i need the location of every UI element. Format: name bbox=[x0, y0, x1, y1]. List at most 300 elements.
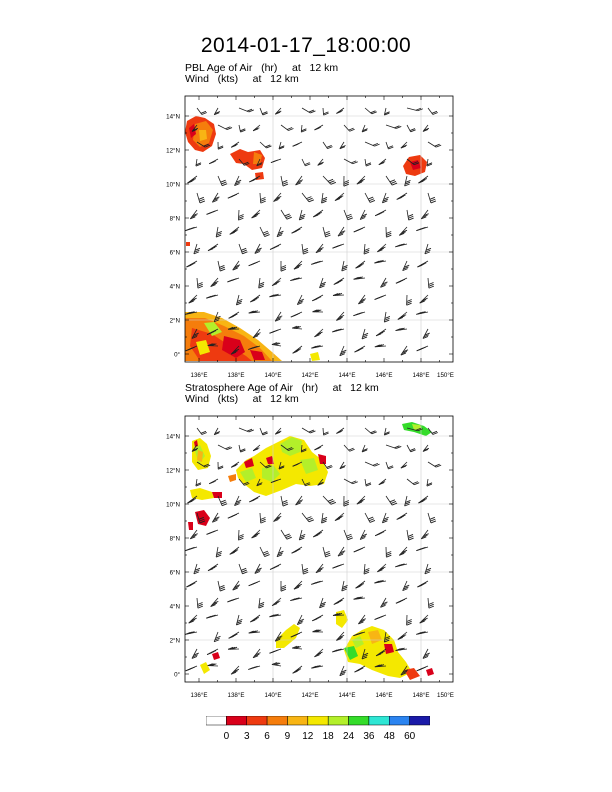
wind-barb bbox=[364, 564, 369, 574]
wind-barb bbox=[386, 125, 401, 128]
wind-barb bbox=[218, 462, 223, 469]
wind-barb bbox=[296, 176, 303, 185]
colorbar-label: 12 bbox=[302, 731, 314, 742]
wind-barb bbox=[290, 278, 302, 281]
wind-barb bbox=[214, 428, 220, 435]
wind-barb bbox=[334, 278, 344, 285]
wind-barb bbox=[416, 547, 428, 551]
wind-barb bbox=[271, 159, 281, 163]
wind-barb bbox=[209, 159, 218, 164]
lon-label: 150°E bbox=[437, 372, 454, 379]
wind-barb bbox=[396, 328, 407, 331]
wind-barb bbox=[208, 664, 218, 666]
wind-barb bbox=[209, 479, 218, 484]
panel1-field-title: PBL Age of Air (hr) at 12 km bbox=[185, 62, 339, 74]
wind-barb bbox=[425, 244, 431, 254]
colorbar-swatch bbox=[247, 716, 267, 725]
wind-barb bbox=[312, 295, 323, 301]
wind-barb bbox=[423, 125, 429, 131]
wind-barb bbox=[354, 227, 365, 232]
wind-barb bbox=[294, 581, 302, 589]
wind-barb bbox=[291, 312, 302, 317]
wind-barb bbox=[336, 312, 344, 320]
wind-barb bbox=[362, 125, 368, 132]
wind-barb bbox=[365, 193, 375, 202]
lat-label: 0° bbox=[174, 671, 180, 679]
lat-label: 12°N bbox=[166, 467, 180, 475]
wind-barb bbox=[302, 159, 310, 166]
wind-barb bbox=[312, 615, 323, 621]
wind-barb bbox=[239, 125, 245, 132]
wind-barb bbox=[269, 614, 281, 617]
wind-barb bbox=[428, 278, 434, 288]
wind-barb bbox=[231, 666, 239, 674]
wind-barb bbox=[395, 244, 407, 247]
wind-barb bbox=[260, 513, 266, 523]
wind-barb bbox=[299, 210, 305, 220]
wind-barb bbox=[313, 530, 323, 537]
wind-barb bbox=[275, 108, 281, 114]
wind-barb bbox=[189, 295, 197, 303]
wind-barb bbox=[354, 346, 365, 352]
wind-barb bbox=[229, 632, 239, 638]
wind-barb bbox=[395, 564, 407, 567]
wind-barb bbox=[260, 108, 268, 115]
wind-barb bbox=[332, 329, 344, 332]
wind-barb bbox=[314, 649, 323, 657]
wind-barb bbox=[293, 666, 302, 673]
colorbar-label: 3 bbox=[243, 731, 250, 742]
wind-barb bbox=[332, 564, 344, 568]
wind-barb bbox=[365, 513, 375, 522]
wind-barb bbox=[428, 108, 438, 115]
wind-barb bbox=[296, 496, 303, 505]
wind-barb bbox=[197, 598, 203, 608]
lat-label: 4°N bbox=[169, 283, 180, 291]
wind-barb bbox=[340, 346, 347, 356]
lat-label: 10°N bbox=[166, 501, 180, 509]
wind-barb bbox=[212, 193, 219, 202]
wind-barb bbox=[344, 496, 349, 506]
wind-barb bbox=[279, 142, 284, 149]
lat-label: 14°N bbox=[166, 433, 180, 441]
wind-barb bbox=[299, 530, 305, 540]
wind-barb bbox=[379, 479, 386, 485]
main-title: 2014-01-17_18:00:00 bbox=[200, 34, 412, 57]
wind-barb bbox=[338, 547, 345, 556]
wind-barb bbox=[318, 159, 324, 165]
colorbar-label: 9 bbox=[284, 731, 291, 742]
wind-barb bbox=[397, 513, 407, 519]
lon-label: 146°E bbox=[375, 372, 393, 379]
wind-barb bbox=[377, 564, 386, 572]
colorbar-label: 60 bbox=[404, 731, 416, 742]
wind-barb bbox=[185, 632, 197, 635]
lat-label: 4°N bbox=[169, 603, 180, 611]
lon-label: 140°E bbox=[264, 692, 282, 699]
wind-barb bbox=[185, 547, 197, 551]
wind-barb bbox=[382, 193, 388, 203]
wind-barb bbox=[260, 193, 266, 203]
wind-barb bbox=[322, 193, 328, 203]
wind-barb bbox=[302, 513, 314, 522]
wind-barb bbox=[311, 261, 323, 264]
colorbar-labels bbox=[206, 731, 436, 743]
wind-barb bbox=[353, 312, 365, 316]
lon-label: 136°E bbox=[190, 372, 208, 379]
wind-barb bbox=[386, 227, 391, 237]
wind-barb bbox=[362, 445, 368, 452]
wind-barb bbox=[398, 632, 407, 639]
wind-barb bbox=[281, 125, 293, 131]
lon-label: 140°E bbox=[264, 372, 282, 379]
wind-barb bbox=[418, 496, 428, 503]
wind-barb bbox=[403, 261, 410, 271]
colorbar-label: 24 bbox=[342, 731, 355, 742]
wind-barb bbox=[214, 108, 220, 115]
wind-barb bbox=[272, 278, 281, 286]
wind-barb bbox=[386, 462, 393, 469]
panel2-field-title: Stratosphere Age of Air (hr) at 12 km bbox=[185, 382, 379, 394]
lon-label: 138°E bbox=[227, 692, 245, 699]
wind-barb bbox=[396, 278, 407, 283]
wind-barb bbox=[297, 615, 304, 625]
wind-barb bbox=[281, 176, 288, 186]
wind-barb bbox=[281, 496, 288, 506]
wind-barb bbox=[340, 666, 347, 676]
wind-barb bbox=[293, 142, 302, 146]
strat-lat-labels bbox=[166, 434, 180, 679]
wind-barb bbox=[416, 312, 428, 315]
wind-barb bbox=[399, 227, 407, 235]
wind-barb bbox=[380, 278, 387, 287]
lon-label: 138°E bbox=[227, 372, 245, 379]
wind-barb bbox=[323, 108, 329, 115]
lat-label: 14°N bbox=[166, 113, 180, 121]
wind-barb bbox=[376, 329, 386, 336]
wind-barb bbox=[233, 581, 240, 590]
wind-barb bbox=[323, 176, 336, 184]
wind-barb bbox=[335, 513, 344, 521]
wind-barb bbox=[272, 598, 281, 606]
wind-barb bbox=[252, 210, 260, 218]
wind-barb bbox=[356, 261, 365, 268]
wind-barb bbox=[358, 615, 365, 624]
lon-label: 144°E bbox=[338, 692, 356, 699]
wind-barb bbox=[302, 564, 308, 574]
wind-barb bbox=[270, 564, 281, 570]
wind-barb bbox=[407, 479, 419, 485]
wind-barb bbox=[238, 530, 243, 540]
wind-barb bbox=[275, 428, 281, 434]
wind-barb bbox=[364, 244, 369, 254]
wind-barb bbox=[192, 649, 199, 658]
wind-barb bbox=[416, 632, 428, 635]
wind-barb bbox=[332, 244, 344, 248]
wind-barb bbox=[407, 445, 416, 452]
wind-barb bbox=[313, 310, 323, 312]
wind-barb bbox=[362, 329, 368, 339]
wind-barb bbox=[292, 646, 302, 649]
wind-barb bbox=[386, 547, 391, 557]
lat-label: 8°N bbox=[169, 535, 180, 543]
wind-barb bbox=[428, 142, 441, 147]
wind-barb bbox=[253, 445, 260, 451]
wind-barb bbox=[375, 295, 386, 300]
wind-barb bbox=[322, 513, 328, 523]
wind-barb bbox=[407, 210, 414, 220]
wind-barb bbox=[238, 210, 243, 220]
wind-barb bbox=[416, 227, 428, 231]
wind-barb bbox=[377, 244, 386, 252]
wind-barb bbox=[301, 125, 306, 132]
lat-label: 2°N bbox=[169, 317, 180, 325]
wind-barb bbox=[365, 462, 380, 466]
colorbar-swatch bbox=[308, 716, 328, 725]
panel2-wind-title: Wind (kts) at 12 km bbox=[185, 393, 299, 405]
wind-barb bbox=[281, 261, 286, 271]
wind-barb bbox=[314, 329, 323, 337]
wind-barb bbox=[231, 462, 239, 467]
wind-barb bbox=[316, 564, 324, 573]
wind-barb bbox=[332, 649, 344, 652]
wind-barb bbox=[365, 142, 380, 146]
wind-barb bbox=[396, 598, 407, 603]
wind-barb bbox=[375, 615, 386, 620]
wind-barb bbox=[239, 445, 245, 452]
colorbar-swatch bbox=[287, 716, 307, 725]
wind-barb bbox=[333, 293, 344, 295]
lon-label: 148°E bbox=[412, 692, 430, 699]
wind-barb bbox=[320, 598, 326, 608]
wind-barb bbox=[239, 564, 247, 574]
wind-barb bbox=[190, 530, 197, 539]
wind-barb bbox=[354, 597, 365, 599]
wind-barb bbox=[384, 312, 390, 322]
wind-barb bbox=[253, 125, 260, 131]
wind-barb bbox=[292, 227, 302, 233]
colorbar-swatch bbox=[410, 716, 430, 725]
lat-label: 8°N bbox=[169, 215, 180, 223]
wind-barb bbox=[335, 193, 344, 201]
colorbar-label: 0 bbox=[223, 731, 230, 742]
wind-barb bbox=[334, 598, 344, 605]
wind-barb bbox=[228, 647, 239, 649]
wind-barb bbox=[357, 176, 365, 184]
wind-barb bbox=[218, 581, 225, 591]
wind-barb bbox=[197, 428, 207, 435]
lat-label: 10°N bbox=[166, 181, 180, 189]
lat-label: 12°N bbox=[166, 147, 180, 155]
colorbar-label: 6 bbox=[264, 731, 270, 742]
wind-barb bbox=[340, 142, 346, 149]
wind-barb bbox=[253, 329, 260, 338]
wind-barb bbox=[354, 666, 365, 672]
wind-barb bbox=[208, 244, 218, 251]
wind-barb bbox=[427, 479, 432, 486]
wind-barb bbox=[344, 159, 358, 164]
wind-barb bbox=[365, 428, 377, 434]
wind-barb bbox=[397, 193, 407, 199]
wind-barb bbox=[239, 428, 254, 432]
wind-barb bbox=[302, 428, 315, 433]
wind-barb bbox=[323, 227, 331, 237]
colorbar-swatch bbox=[389, 716, 409, 725]
wind-barb bbox=[233, 261, 240, 270]
wind-barb bbox=[218, 261, 225, 271]
wind-barb bbox=[396, 648, 407, 651]
wind-barb bbox=[260, 547, 270, 557]
wind-barb bbox=[418, 176, 428, 183]
wind-barb bbox=[270, 244, 281, 250]
wind-barb bbox=[249, 581, 260, 586]
wind-barb bbox=[216, 227, 222, 237]
lon-label: 148°E bbox=[412, 372, 430, 379]
colorbar-label: 18 bbox=[322, 731, 334, 742]
wind-barb bbox=[417, 581, 428, 587]
wind-barb bbox=[185, 227, 197, 231]
wind-barb bbox=[427, 159, 432, 166]
wind-barb bbox=[374, 580, 386, 583]
wind-barb bbox=[421, 210, 428, 219]
wind-barb bbox=[228, 193, 239, 198]
wind-barb bbox=[344, 125, 355, 131]
wind-barb bbox=[423, 329, 430, 338]
wind-barb bbox=[380, 598, 387, 607]
wind-barb bbox=[340, 462, 346, 469]
colorbar-swatch bbox=[267, 716, 287, 725]
wind-barb bbox=[336, 632, 344, 640]
wind-barb bbox=[384, 108, 389, 115]
colorbar-label: 48 bbox=[383, 731, 395, 742]
wind-barb bbox=[249, 496, 260, 502]
wind-barb bbox=[386, 142, 393, 149]
wind-barb bbox=[207, 210, 218, 214]
strat-lon-labels bbox=[191, 692, 454, 699]
wind-barb bbox=[344, 176, 349, 186]
wind-barb bbox=[401, 346, 408, 355]
wind-barb bbox=[260, 428, 268, 435]
wind-barb bbox=[259, 598, 264, 608]
wind-barb bbox=[249, 311, 260, 313]
wind-barb bbox=[207, 530, 218, 534]
wind-barb bbox=[323, 428, 329, 435]
wind-barb bbox=[186, 581, 197, 587]
wind-barb bbox=[277, 227, 283, 237]
wind-barb bbox=[196, 159, 201, 166]
wind-barb bbox=[269, 294, 281, 297]
wind-barb bbox=[344, 530, 353, 540]
lat-label: 2°N bbox=[169, 637, 180, 645]
wind-barb bbox=[218, 445, 232, 450]
wind-barb bbox=[269, 649, 281, 653]
pbl-lon-labels bbox=[191, 372, 454, 379]
wind-barb bbox=[405, 496, 411, 506]
wind-barb bbox=[281, 210, 292, 219]
wind-barb bbox=[197, 193, 205, 203]
wind-barb bbox=[314, 445, 323, 450]
lat-label: 6°N bbox=[169, 569, 180, 577]
wind-barb bbox=[398, 312, 407, 319]
wind-barb bbox=[208, 564, 218, 571]
wind-barb bbox=[294, 261, 302, 269]
wind-barb bbox=[248, 666, 260, 670]
pbl-wind-barbs bbox=[185, 108, 441, 356]
wind-barb bbox=[311, 345, 323, 348]
wind-barb bbox=[428, 513, 436, 523]
wind-barb bbox=[231, 142, 239, 147]
wind-barb bbox=[186, 261, 197, 267]
pbl-age-map bbox=[150, 90, 470, 380]
wind-barb bbox=[316, 244, 324, 253]
wind-barb bbox=[290, 598, 302, 601]
wind-barb bbox=[249, 261, 260, 266]
lat-label: 0° bbox=[174, 351, 180, 359]
stratosphere-age-field bbox=[188, 422, 434, 680]
wind-barb bbox=[302, 193, 314, 202]
wind-barb bbox=[357, 496, 365, 504]
wind-barb bbox=[365, 479, 371, 486]
wind-barb bbox=[212, 513, 219, 522]
wind-barb bbox=[336, 428, 344, 433]
wind-barb bbox=[323, 547, 331, 557]
wind-barb bbox=[292, 326, 302, 329]
colorbar-swatch bbox=[328, 716, 348, 725]
wind-barb bbox=[399, 547, 407, 555]
wind-barb bbox=[252, 530, 260, 538]
wind-barb bbox=[425, 564, 431, 574]
wind-barb bbox=[311, 581, 323, 584]
wind-barb bbox=[428, 462, 441, 467]
colorbar-label: 36 bbox=[363, 731, 375, 742]
wind-barb bbox=[407, 615, 412, 625]
wind-barb bbox=[292, 547, 302, 553]
wind-barb bbox=[407, 108, 423, 111]
wind-barb bbox=[196, 479, 201, 486]
wind-barb bbox=[259, 278, 264, 288]
wind-barb bbox=[323, 142, 332, 149]
wind-barb bbox=[403, 581, 410, 591]
wind-barb bbox=[374, 260, 386, 263]
wind-barb bbox=[274, 193, 282, 202]
wind-barb bbox=[230, 547, 239, 554]
wind-barb bbox=[216, 547, 222, 557]
wind-barb bbox=[358, 295, 365, 304]
wind-barb bbox=[281, 581, 286, 591]
wind-barb bbox=[197, 108, 207, 115]
lon-label: 136°E bbox=[190, 692, 208, 699]
wind-barb bbox=[302, 108, 315, 113]
wind-barb bbox=[428, 193, 436, 203]
wind-barb bbox=[407, 295, 412, 305]
wind-barb bbox=[313, 210, 323, 217]
wind-barb bbox=[313, 630, 323, 632]
wind-barb bbox=[297, 295, 304, 305]
wind-barb bbox=[190, 210, 197, 219]
wind-barb bbox=[365, 108, 377, 114]
wind-barb bbox=[386, 445, 401, 448]
wind-barb bbox=[379, 159, 386, 165]
wind-barb bbox=[229, 312, 239, 318]
wind-barb bbox=[338, 227, 345, 236]
wind-barb bbox=[187, 176, 197, 183]
wind-barb bbox=[293, 346, 302, 353]
colorbar bbox=[206, 716, 430, 726]
wind-barb bbox=[227, 278, 239, 282]
panel1-wind-title: Wind (kts) at 12 km bbox=[185, 73, 299, 85]
wind-barb bbox=[423, 445, 429, 451]
wind-barb bbox=[250, 615, 260, 622]
